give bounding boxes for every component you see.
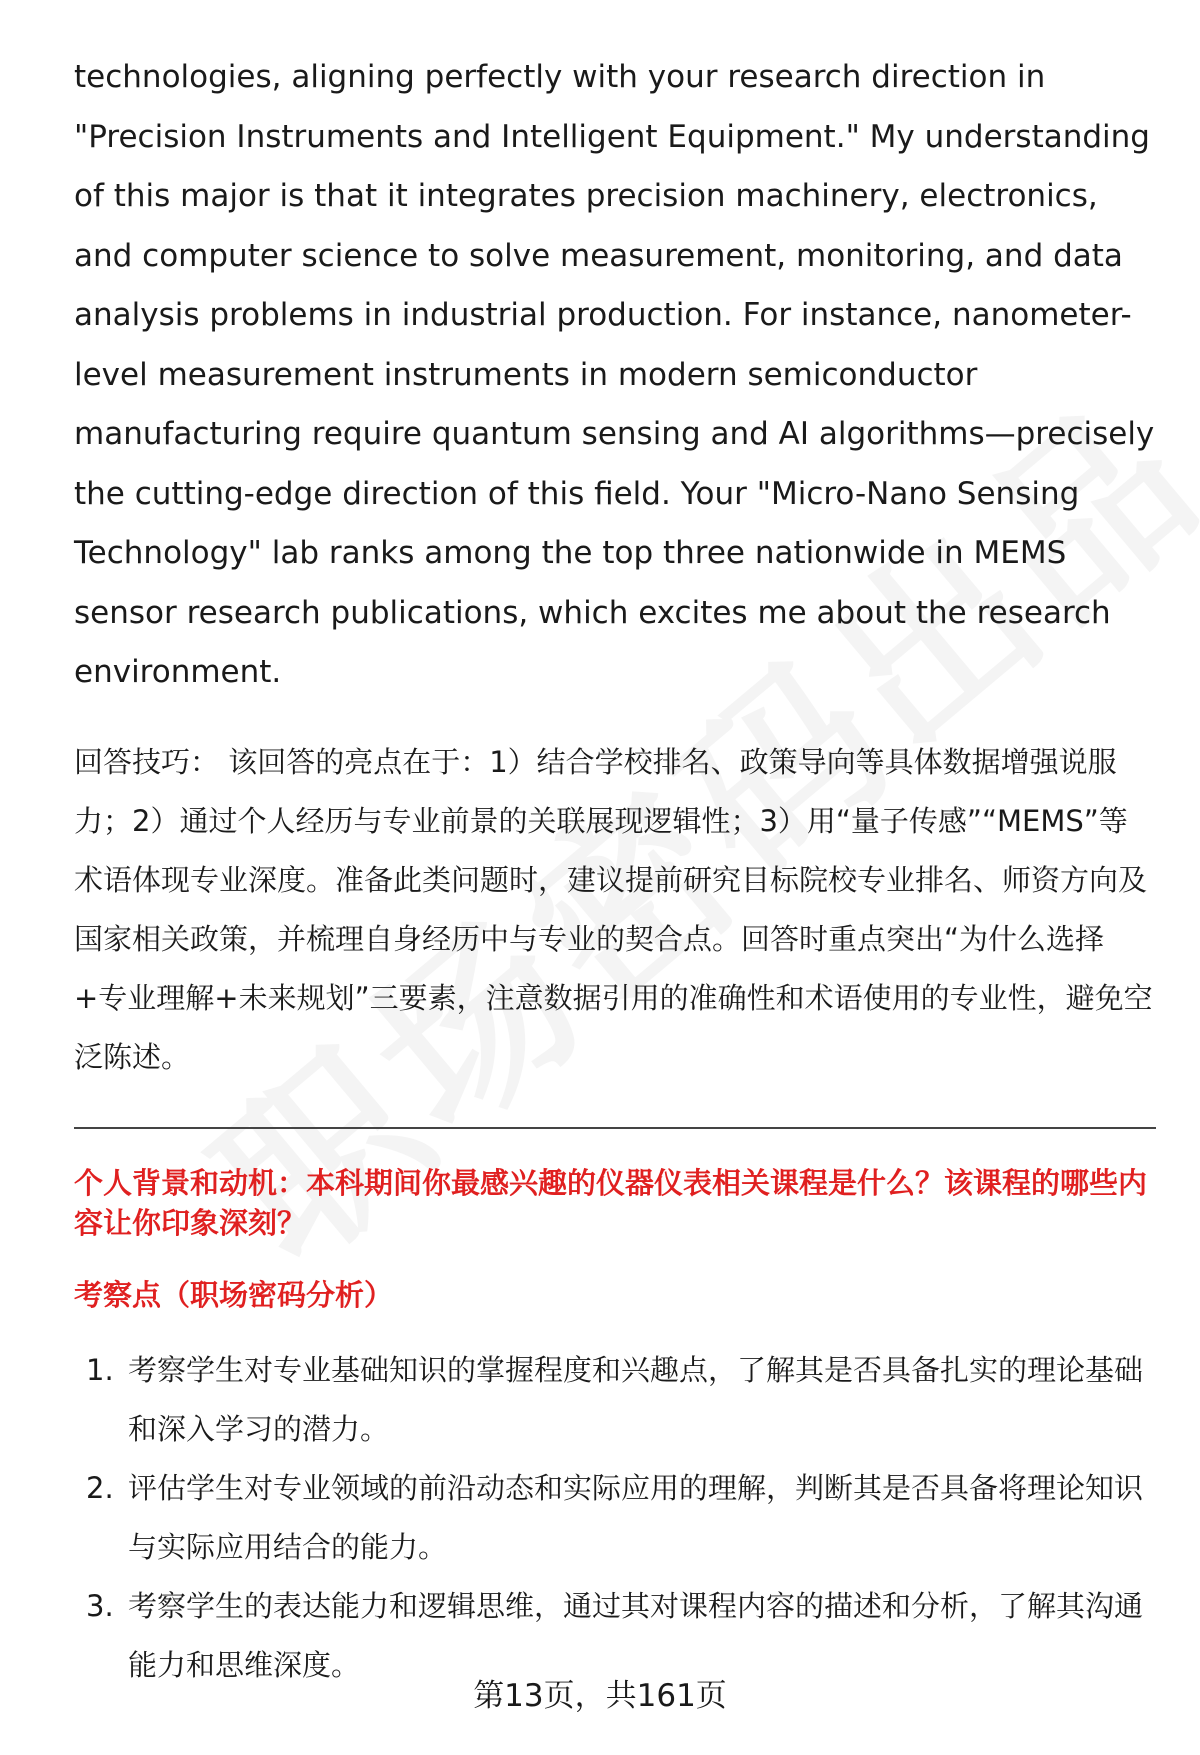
- list-item-text: 考察学生的表达能力和逻辑思维，通过其对课程内容的描述和分析，了解其沟通能力和思维深度。: [128, 1588, 1144, 1682]
- english-answer-paragraph: technologies, aligning perfectly with your research direction in "Precision Instruments and Intelligent Equipment." My understanding of this major is that it integrates precision machinery, electronics, and computer science to solve measurement, monitoring, and data analysis problems in industrial production. For instance, nanometer-level measurement instruments in modern semiconductor manufacturing require quantum sensing and AI algorithms—precisely the cutting-edge direction of this field. Your "Micro-Nano Sensing Technology" lab ranks among the top three nationwide in MEMS sensor research publications, which excites me about the research environment.: [74, 59, 1155, 690]
- list-item-text: 评估学生对专业领域的前沿动态和实际应用的理解，判断其是否具备将理论知识与实际应用结合的能力。: [128, 1470, 1144, 1564]
- section-title: 考察点（职场密码分析）: [74, 1277, 394, 1312]
- list-number: 1.: [86, 1352, 114, 1387]
- page-content: [74, 48, 1156, 1695]
- list-number: 3.: [86, 1588, 114, 1623]
- list-item: [74, 1341, 1156, 1459]
- list-number: 2.: [86, 1470, 114, 1505]
- answer-tip-paragraph: 回答技巧： 该回答的亮点在于：1）结合学校排名、政策导向等具体数据增强说服力；2）通过个人经历与专业前景的关联展现逻辑性；3）用“量子传感”“MEMS”等术语体现专业深度。准备此类问题时，建议提前研究目标院校专业排名、师资方向及国家相关政策，并梳理自身经历中与专业的契合点。回答时重点突出“为什么选择+专业理解+未来规划”三要素，注意数据引用的准确性和术语使用的专业性，避免空泛陈述。: [74, 744, 1153, 1074]
- page-number-footer: 第13页，共161页: [473, 1678, 727, 1714]
- points-list: [74, 1341, 1156, 1695]
- question-heading: 个人背景和动机：本科期间你最感兴趣的仪器仪表相关课程是什么？该课程的哪些内容让你印象深刻？: [74, 1165, 1148, 1240]
- list-item-text: 考察学生对专业基础知识的掌握程度和兴趣点，了解其是否具备扎实的理论基础和深入学习的潜力。: [128, 1352, 1144, 1446]
- section-divider: [74, 1127, 1156, 1129]
- list-item: [74, 1459, 1156, 1577]
